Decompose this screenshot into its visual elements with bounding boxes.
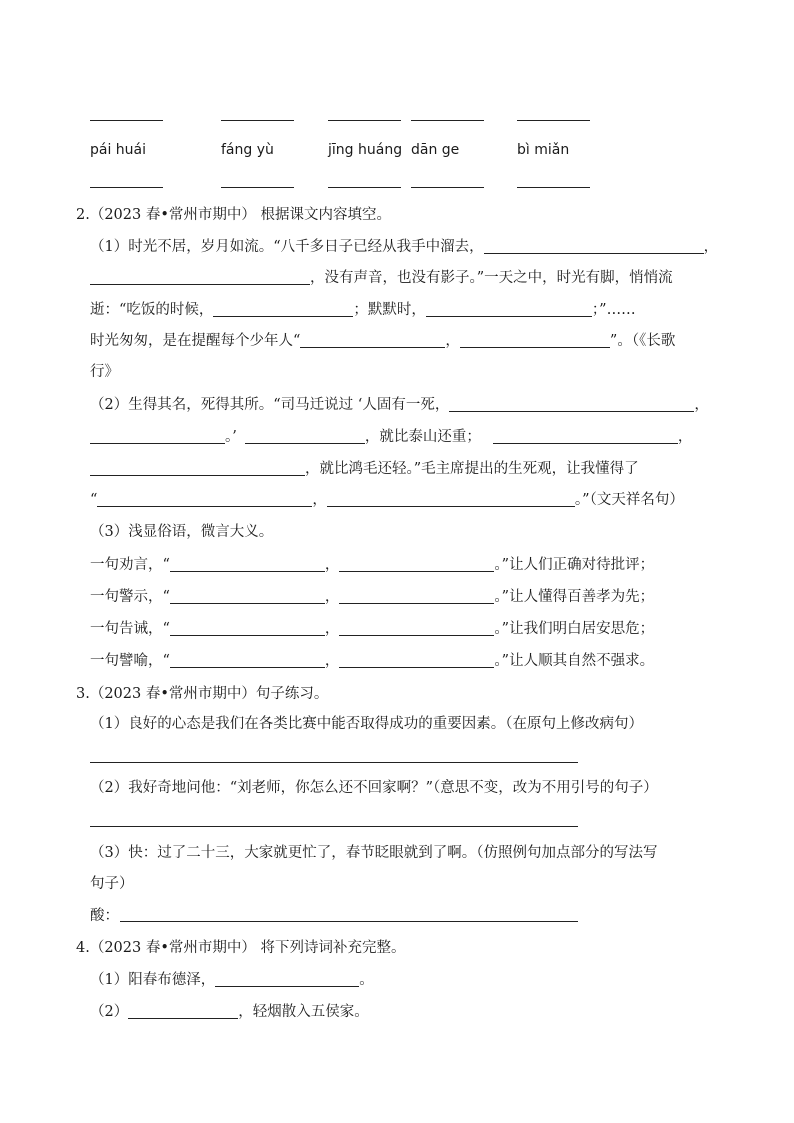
answer-blank[interactable] bbox=[128, 1002, 238, 1019]
q2-p3-title: （3）浅显俗语，微言大义。 bbox=[90, 524, 274, 540]
q2-p2-text-b1: 。’ bbox=[225, 429, 237, 445]
answer-blank[interactable] bbox=[449, 395, 694, 412]
answer-blank[interactable] bbox=[517, 120, 590, 121]
answer-blank[interactable] bbox=[328, 187, 401, 188]
q2-p2-line-b bbox=[90, 427, 692, 447]
q2-p3-row bbox=[90, 587, 654, 607]
answer-blank[interactable] bbox=[170, 555, 325, 572]
q3-p3b: 句子） bbox=[90, 876, 134, 892]
answer-blank[interactable] bbox=[213, 300, 353, 317]
q4-p1-end: 。 bbox=[359, 972, 374, 988]
q2-p1-text-c2: ；默默时， bbox=[353, 302, 426, 318]
answer-blank[interactable] bbox=[215, 970, 359, 987]
q2-p1-line-a bbox=[90, 237, 718, 257]
q2-p1-line-e bbox=[90, 362, 119, 382]
answer-blank[interactable] bbox=[90, 120, 163, 121]
answer-blank[interactable] bbox=[90, 187, 163, 188]
q2-p3-row bbox=[90, 651, 654, 671]
q2-p1-text-b: ，没有声音，也没有影子。”一天之中，时光有脚，悄悄流 bbox=[310, 270, 673, 286]
answer-blank[interactable] bbox=[517, 187, 590, 188]
comma: ， bbox=[312, 492, 327, 508]
q2-p3-row-suffix: 。”让人顺其自然不强求。 bbox=[494, 653, 655, 669]
q2-p1-line-c bbox=[90, 300, 636, 320]
answer-blank[interactable] bbox=[339, 651, 494, 668]
answer-blank[interactable] bbox=[484, 237, 704, 254]
comma: ， bbox=[324, 557, 340, 573]
question-3-header: 3.（2023 春•常州市期中）句子练习。 bbox=[76, 686, 329, 702]
pinyin-word: pái huái bbox=[90, 142, 147, 158]
q2-p1-line-d bbox=[90, 331, 675, 351]
q2-p1-text-d1: 时光匆匆，是在提醒每个少年人“ bbox=[90, 333, 301, 349]
pinyin-word: fáng yù bbox=[221, 142, 274, 158]
q2-p1-text-c1: 逝：“吃饭的时候， bbox=[90, 302, 214, 318]
comma: ， bbox=[324, 653, 340, 669]
q2-p2-text-b2: ，就比泰山还重； bbox=[364, 429, 481, 445]
answer-blank[interactable] bbox=[300, 331, 445, 348]
q2-p3-row-suffix: 。”让我们明白居安思危； bbox=[494, 621, 655, 637]
q2-p1-line-b bbox=[90, 268, 673, 288]
q2-p2-text-d1: “ bbox=[90, 492, 98, 508]
q2-p2-line-d bbox=[90, 490, 684, 510]
answer-line[interactable] bbox=[120, 921, 578, 922]
q2-p3-row-label: 一句譬喻，“ bbox=[90, 653, 170, 669]
answer-blank[interactable] bbox=[97, 490, 312, 507]
q2-p1-text-d2: ”。（《长歌 bbox=[609, 333, 676, 349]
answer-blank[interactable] bbox=[221, 187, 294, 188]
pinyin-word: jīng huáng bbox=[328, 142, 403, 158]
answer-blank[interactable] bbox=[221, 120, 294, 121]
answer-blank[interactable] bbox=[90, 427, 225, 444]
comma: ， bbox=[703, 239, 719, 255]
q2-p1-text-e: 行》 bbox=[90, 364, 119, 380]
answer-blank[interactable] bbox=[339, 555, 494, 572]
question-4-header: 4.（2023 春•常州市期中） 将下列诗词补充完整。 bbox=[76, 940, 406, 956]
answer-blank[interactable] bbox=[90, 459, 305, 476]
q2-p3-row-suffix: 。”让人们正确对待批评； bbox=[494, 557, 655, 573]
q2-p2-line-c bbox=[90, 459, 639, 479]
q4-p1 bbox=[90, 970, 374, 990]
answer-blank[interactable] bbox=[170, 651, 325, 668]
q4-p2-text: （2） bbox=[90, 1004, 129, 1020]
answer-line[interactable] bbox=[90, 826, 578, 827]
comma: ， bbox=[445, 333, 460, 349]
q4-p2 bbox=[90, 1002, 369, 1022]
answer-blank[interactable] bbox=[493, 427, 678, 444]
answer-blank[interactable] bbox=[327, 490, 575, 507]
q4-p1-text: （1）阳春布德泽， bbox=[90, 972, 216, 988]
answer-blank[interactable] bbox=[339, 587, 494, 604]
comma: ， bbox=[677, 429, 693, 445]
comma: ， bbox=[324, 589, 340, 605]
answer-blank[interactable] bbox=[170, 587, 325, 604]
answer-blank[interactable] bbox=[170, 619, 325, 636]
answer-blank[interactable] bbox=[90, 268, 310, 285]
answer-blank[interactable] bbox=[460, 331, 610, 348]
answer-blank[interactable] bbox=[411, 120, 484, 121]
q2-p1-text-a: （1）时光不居，岁月如流。“八千多日子已经从我手中溜去， bbox=[90, 239, 484, 255]
q3-p3c-label: 酸： bbox=[90, 908, 119, 924]
answer-blank[interactable] bbox=[328, 120, 401, 121]
q2-p2-text-a: （2）生得其名，死得其所。“司马迁说过 ‘人固有一死， bbox=[90, 397, 450, 413]
pinyin-word: bì miǎn bbox=[517, 142, 570, 158]
comma: ， bbox=[324, 621, 340, 637]
q2-p2-text-d2: 。”（文天祥名句） bbox=[574, 492, 684, 508]
answer-blank[interactable] bbox=[411, 187, 484, 188]
q2-p3-row bbox=[90, 619, 654, 639]
q2-p2-text-c: ，就比鸿毛还轻。”毛主席提出的生死观，让我懂得了 bbox=[305, 461, 639, 477]
q2-p3-row bbox=[90, 555, 654, 575]
answer-blank[interactable] bbox=[426, 300, 592, 317]
q2-p3-row-suffix: 。”让人懂得百善孝为先； bbox=[494, 589, 655, 605]
q2-p1-text-c3: ；”…… bbox=[591, 302, 636, 318]
comma: ， bbox=[694, 397, 709, 413]
answer-blank[interactable] bbox=[339, 619, 494, 636]
pinyin-word: dān ge bbox=[411, 142, 460, 158]
answer-blank[interactable] bbox=[245, 427, 365, 444]
question-2-header: 2.（2023 春•常州市期中） 根据课文内容填空。 bbox=[76, 207, 392, 223]
q2-p3-row-label: 一句警示，“ bbox=[90, 589, 170, 605]
q3-p3a: （3）快：过了二十三，大家就更忙了，春节眨眼就到了啊。（仿照例句加点部分的写法写 bbox=[90, 845, 658, 861]
q3-p1: （1）良好的心态是我们在各类比赛中能否取得成功的重要因素。（在原句上修改病句） bbox=[90, 716, 643, 732]
q2-p3-row-label: 一句劝言，“ bbox=[90, 557, 170, 573]
q3-p2: （2）我好奇地问他：“刘老师，你怎么还不回家啊？”（意思不变，改为不用引号的句子） bbox=[90, 780, 658, 796]
answer-line[interactable] bbox=[90, 762, 578, 763]
q2-p3-row-label: 一句告诫，“ bbox=[90, 621, 170, 637]
q4-p2-end: ，轻烟散入五侯家。 bbox=[238, 1004, 369, 1020]
q2-p2-line-a bbox=[90, 395, 709, 415]
